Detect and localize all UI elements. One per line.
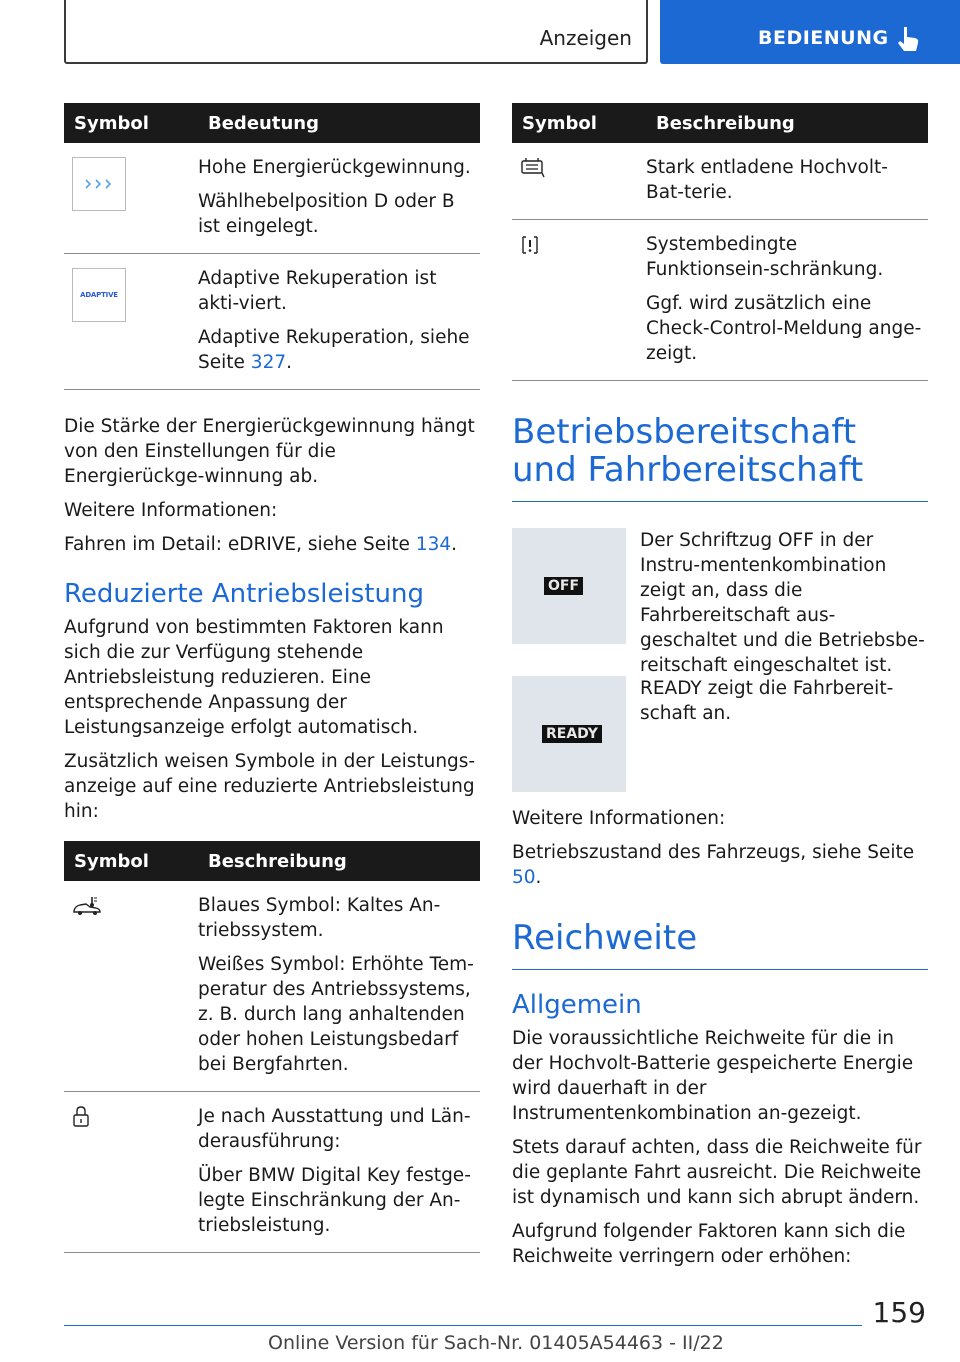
warning-exclamation-icon: [520, 234, 540, 256]
row-text: Hohe Energierückgewinnung.: [198, 157, 471, 178]
paragraph: Aufgrund folgender Faktoren kann sich die Reichweite verringern oder erhöhen:: [512, 1221, 906, 1267]
row-text: Systembedingte Funktionsein-schränkung.: [646, 234, 884, 280]
heading-rule: [512, 969, 928, 970]
table-header-description: Beschreibung: [194, 841, 480, 881]
row-text: Ggf. wird zusätzlich eine Check-Control-Meldung ange-zeigt.: [646, 293, 922, 364]
adaptive-icon: [72, 268, 126, 322]
paragraph: Weitere Informationen:: [64, 500, 278, 521]
left-column: [64, 103, 480, 1253]
row-text: Über BMW Digital Key festge-legte Einschränkung der An-triebsleistung.: [198, 1165, 471, 1236]
footer-rule: [64, 1325, 862, 1326]
row-text: Wählhebelposition D oder B ist eingelegt.: [198, 191, 455, 237]
page-link-134[interactable]: 134: [415, 534, 452, 555]
paragraph: [64, 532, 480, 557]
instrument-cluster-image: [512, 528, 626, 644]
symbol-table-power: [64, 841, 480, 1253]
paragraph: Zusätzlich weisen Symbole in der Leistungs-anzeige auf eine reduzierte Antriebsleistung hin:: [64, 751, 476, 822]
table-row: [64, 254, 480, 390]
table-header-symbol: Symbol: [64, 841, 194, 881]
paragraph: Weitere Informationen:: [512, 808, 726, 829]
section-heading: Reichweite: [512, 918, 698, 958]
table-header-description: Beschreibung: [642, 103, 928, 143]
triple-chevron-icon: [72, 157, 126, 211]
table-header-symbol: Symbol: [64, 103, 194, 143]
pointing-hand-icon: [893, 24, 923, 54]
table-row: [512, 220, 928, 381]
page-link-327[interactable]: 327: [250, 352, 287, 373]
lock-icon: [72, 1106, 90, 1128]
instrument-figure-ready: [512, 676, 928, 792]
symbol-table-battery: [512, 103, 928, 381]
adaptive-icon-label: ADAPTIVE: [80, 290, 118, 299]
right-column: [512, 103, 928, 1278]
row-text-pre: Adaptive Rekuperation, siehe Seite: [198, 327, 470, 373]
figure-text: Der Schriftzug OFF in der Instru-mentenkombination zeigt an, dass die Fahrbereitschaft aus-geschaltet und die Betriebsbe-reitschaft eingeschaltet ist.: [640, 530, 925, 676]
ready-badge: READY: [542, 725, 602, 743]
table-row: [64, 143, 480, 254]
paragraph-post: .: [451, 534, 458, 555]
paragraph: Aufgrund von bestimmten Faktoren kann sich die zur Verfügung stehende Antriebsleistung reduzieren. Eine entsprechende Anpassung der Leistungsanzeige erfolgt automatisch.: [64, 617, 444, 738]
section-heading: Reduzierte Antriebsleistung: [64, 579, 424, 609]
row-text: [198, 325, 474, 375]
paragraph: [512, 840, 928, 890]
subsection-heading: Allgemein: [512, 990, 642, 1020]
figure-text: READY zeigt die Fahrbereit-schaft an.: [640, 678, 894, 724]
paragraph: Die Stärke der Energierückgewinnung hängt von den Einstellungen für die Energierückge-winnung ab.: [64, 416, 475, 487]
table-row: [64, 1092, 480, 1253]
table-header-symbol: Symbol: [512, 103, 642, 143]
paragraph-pre: Betriebszustand des Fahrzeugs, siehe Seite: [512, 842, 915, 863]
page-link-50[interactable]: 50: [512, 867, 536, 888]
paragraph: Stets darauf achten, dass die Reichweite für die geplante Fahrt ausreicht. Die Reichweite ist dynamisch und kann sich abrupt ändern.: [512, 1137, 922, 1208]
table-header-meaning: Bedeutung: [194, 103, 480, 143]
header-section-label: Anzeigen: [539, 26, 632, 50]
instrument-figure-off: [512, 528, 928, 676]
page-number: 159: [872, 1296, 926, 1329]
car-temperature-icon: [72, 895, 108, 917]
battery-low-icon: [520, 157, 546, 179]
header-chapter-label: BEDIENUNG: [758, 27, 889, 49]
row-text: Je nach Ausstattung und Län-derausführung:: [198, 1106, 471, 1152]
off-badge: OFF: [544, 577, 583, 595]
row-text: Stark entladene Hochvolt-Bat-terie.: [646, 157, 888, 203]
symbol-table-energy: [64, 103, 480, 390]
header-section-tab: [64, 0, 648, 64]
row-text: Blaues Symbol: Kaltes An-triebssystem.: [198, 895, 441, 941]
instrument-cluster-image: [512, 676, 626, 792]
paragraph-post: .: [535, 867, 542, 888]
footer-text: Online Version für Sach-Nr. 01405A54463 - II/22: [268, 1332, 724, 1354]
table-row: [512, 143, 928, 220]
section-heading: Betriebsbereitschaft und Fahrbereitschaft: [512, 412, 864, 490]
paragraph-pre: Fahren im Detail: eDRIVE, siehe Seite: [64, 534, 410, 555]
row-text-post: .: [286, 352, 292, 373]
row-text: Weißes Symbol: Erhöhte Tem-peratur des Antriebssystems, z. B. durch lang anhaltenden oder hohen Leistungsbedarf bei Bergfahrten.: [198, 954, 474, 1075]
paragraph: Die voraussichtliche Reichweite für die in der Hochvolt-Batterie gespeicherte Energie wird dauerhaft in der Instrumentenkombination an-gezeigt.: [512, 1028, 914, 1124]
table-row: [64, 881, 480, 1092]
row-text: Adaptive Rekuperation ist akti-viert.: [198, 268, 437, 314]
